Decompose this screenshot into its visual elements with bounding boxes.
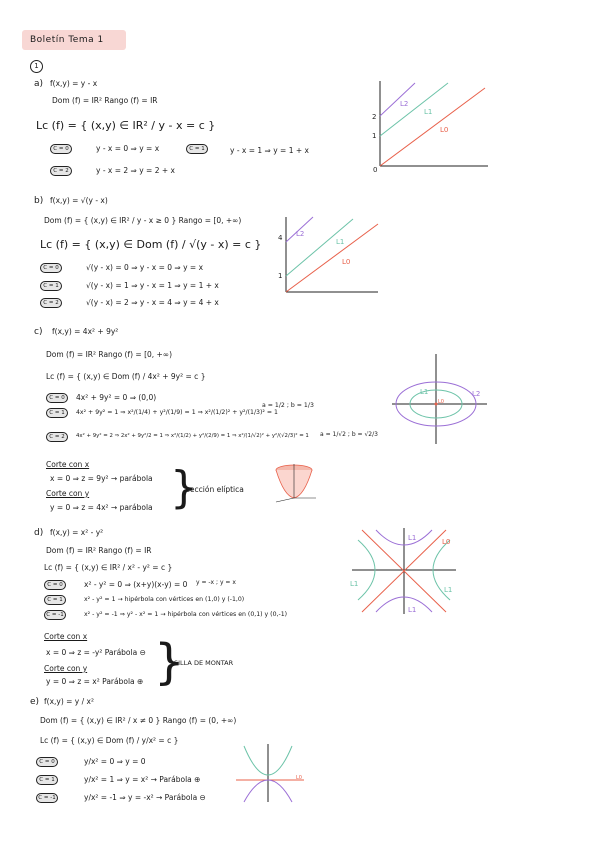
- part-e-domain-range: Dom (f) = { (x,y) ∈ IR² / x ≠ 0 } Rango (f) = (0, +∞): [40, 716, 237, 725]
- part-d-level-curves: Lc (f) = { (x,y) ∈ IR² / x² - y² = c }: [44, 563, 173, 572]
- part-a-tick-1: 1: [372, 132, 377, 140]
- part-c-domain-range: Dom (f) = IR² Rango (f) = [0, +∞): [46, 350, 173, 359]
- part-d-label-l1-top: L1: [408, 534, 417, 542]
- part-a-tick-2: 2: [372, 113, 377, 121]
- part-a-origin: 0: [373, 166, 378, 174]
- part-b-c1-eq: √(y - x) = 1 ⇒ y - x = 1 ⇒ y = 1 + x: [86, 281, 219, 290]
- part-b-label-l0: L0: [342, 258, 351, 266]
- part-b-domain-range: Dom (f) = { (x,y) ∈ IR² / y - x ≥ 0 } Rango = [0, +∞): [44, 216, 242, 225]
- part-c-c1-eq: 4x² + 9y² = 1 ⇒ x²/(1/4) + y²/(1/9) = 1 ⇒ x²/(1/2)² + y²/(1/3)² = 1: [76, 409, 278, 416]
- part-d-cm1-pill: C = -1: [44, 610, 66, 620]
- part-d-cortes-x: Corte con x: [44, 632, 88, 641]
- title-banner: [22, 30, 126, 50]
- part-d-cm1-eq: x² - y² = -1 ⇒ y² - x² = 1 → hipérbola con vértices en (0,1) y (0,-1): [84, 611, 288, 618]
- part-d-label-l1-right: L1: [444, 586, 453, 594]
- part-b-c2-pill: C = 2: [40, 298, 62, 308]
- part-c-brace: }: [170, 462, 198, 513]
- part-b-tick-4: 4: [278, 234, 283, 242]
- part-d-c1-pill: C = 1: [44, 595, 66, 605]
- part-c-cy-eq: y = 0 ⇒ z = 4x² → parábola: [50, 503, 153, 512]
- part-c-c2-ab: a = 1/√2 ; b = √2/3: [320, 431, 378, 438]
- part-d-c0-pill: C = 0: [44, 580, 66, 590]
- part-d-letter: d): [34, 528, 44, 538]
- part-d-c1-eq: x² - y² = 1 → hipérbola con vértices en (1,0) y (-1,0): [84, 596, 245, 603]
- part-c-c1-pill: C = 1: [46, 408, 68, 418]
- part-c-c2-pill: C = 2: [46, 432, 68, 442]
- part-b-function: f(x,y) = √(y - x): [50, 196, 108, 205]
- part-e-letter: e): [30, 697, 40, 707]
- part-c-label-l2: L2: [472, 390, 481, 398]
- part-c-c0-eq: 4x² + 9y² = 0 ⇒ (0,0): [76, 393, 157, 402]
- part-c-c2-eq: 4x² + 9y² = 2 ⇒ 2x² + 9y²/2 = 1 ⇒ x²/(1/2) + y²/(2/9) = 1 ⇒ x²/(1/√2)² + y²/(√2/3)² = 1: [76, 433, 309, 439]
- part-a-c0-pill: C = 0: [50, 144, 72, 154]
- part-d-cx-eq: x = 0 ⇒ z = -y² Parábola ⊖: [46, 648, 146, 657]
- part-a-c1-eq: y - x = 1 ⇒ y = 1 + x: [230, 146, 309, 155]
- part-e-c0-eq: y/x² = 0 ⇒ y = 0: [84, 757, 146, 766]
- part-c-cortes-y: Corte con y: [46, 489, 90, 498]
- part-d-graph: [348, 526, 460, 616]
- part-d-domain-range: Dom (f) = IR² Rango (f) = IR: [46, 546, 152, 555]
- part-b-graph: [278, 214, 383, 299]
- part-a-c0-eq: y - x = 0 ⇒ y = x: [96, 144, 160, 153]
- part-a-label-l1: L1: [424, 108, 433, 116]
- part-d-cortes-y: Corte con y: [44, 664, 88, 673]
- part-d-cy-eq: y = 0 ⇒ z = x² Parábola ⊕: [46, 677, 144, 686]
- part-b-c1-pill: C = 1: [40, 281, 62, 291]
- section-number: 1: [30, 60, 43, 73]
- part-e-c1-pill: C = 1: [36, 775, 58, 785]
- part-b-level-curves: Lc (f) = { (x,y) ∈ Dom (f) / √(y - x) = c }: [40, 238, 262, 251]
- part-b-tick-1: 1: [278, 272, 283, 280]
- part-e-c1-eq: y/x² = 1 ⇒ y = x² → Parábola ⊕: [84, 775, 201, 784]
- part-d-label-l1-bottom: L1: [408, 606, 417, 614]
- part-c-cortes-x: Corte con x: [46, 460, 90, 469]
- part-c-graph: [392, 352, 492, 446]
- part-c-label-l1: L1: [420, 388, 429, 396]
- part-a-graph: [370, 78, 495, 173]
- part-b-c2-eq: √(y - x) = 2 ⇒ y - x = 4 ⇒ y = 4 + x: [86, 298, 219, 307]
- part-b-label-l1: L1: [336, 238, 345, 246]
- part-c-brace-note: sección elíptica: [186, 485, 244, 494]
- part-a-letter: a): [34, 79, 44, 89]
- part-d-label-l1-left: L1: [350, 580, 359, 588]
- part-e-function: f(x,y) = y / x²: [44, 697, 94, 706]
- part-e-level-curves: Lc (f) = { (x,y) ∈ Dom (f) / y/x² = c }: [40, 736, 179, 745]
- part-d-c0-branches: y = -x ; y = x: [196, 579, 236, 586]
- part-b-c0-eq: √(y - x) = 0 ⇒ y - x = 0 ⇒ y = x: [86, 263, 204, 272]
- part-d-label-l0: L0: [442, 538, 451, 546]
- part-c-letter: c): [34, 327, 43, 337]
- part-d-brace-note: SILLA DE MONTAR: [174, 659, 234, 667]
- part-e-graph: [234, 742, 306, 804]
- part-c-function: f(x,y) = 4x² + 9y²: [52, 327, 119, 336]
- part-e-c0-pill: C = 0: [36, 757, 58, 767]
- part-e-cm1-pill: C = -1: [36, 793, 58, 803]
- part-a-c2-eq: y - x = 2 ⇒ y = 2 + x: [96, 166, 175, 175]
- part-a-c1-pill: C = 1: [186, 144, 208, 154]
- part-c-c0-pill: C = 0: [46, 393, 68, 403]
- part-c-cx-eq: x = 0 ⇒ z = 9y² → parábola: [50, 474, 153, 483]
- part-b-letter: b): [34, 196, 44, 206]
- part-a-c2-pill: C = 2: [50, 166, 72, 176]
- part-c-level-curves: Lc (f) = { (x,y) ∈ Dom (f) / 4x² + 9y² = c }: [46, 372, 206, 381]
- part-c-paraboloid-sketch: [270, 462, 320, 504]
- part-e-label-l0: L0: [296, 775, 302, 781]
- page-title: Boletín Tema 1: [30, 35, 104, 45]
- part-a-label-l0: L0: [440, 126, 449, 134]
- part-a-level-curves: Lc (f) = { (x,y) ∈ IR² / y - x = c }: [36, 119, 216, 132]
- part-a-function: f(x,y) = y - x: [50, 79, 98, 88]
- part-b-c0-pill: C = 0: [40, 263, 62, 273]
- part-d-brace: }: [154, 634, 185, 690]
- part-d-c0-eq: x² - y² = 0 ⇒ (x+y)(x-y) = 0: [84, 580, 188, 589]
- part-b-label-l2: L2: [296, 230, 305, 238]
- part-a-domain-range: Dom (f) = IR² Rango (f) = IR: [52, 96, 158, 105]
- part-d-function: f(x,y) = x² - y²: [50, 528, 104, 537]
- part-c-label-l0: L0: [438, 399, 444, 405]
- part-a-label-l2: L2: [400, 100, 409, 108]
- part-e-cm1-eq: y/x² = -1 ⇒ y = -x² → Parábola ⊖: [84, 793, 206, 802]
- part-c-c1-ab: a = 1/2 ; b = 1/3: [262, 402, 314, 409]
